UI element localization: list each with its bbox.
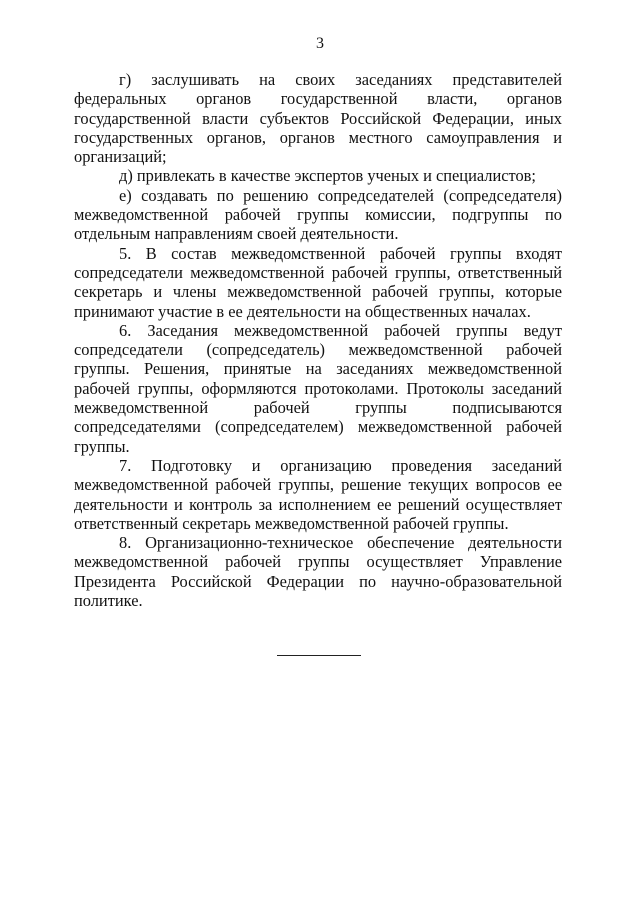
- paragraph-d: д) привлекать в качестве экспертов ученых и специалистов;: [119, 166, 536, 186]
- end-divider-line: [277, 655, 361, 656]
- document-body: [74, 70, 562, 610]
- paragraph-6: 6. Заседания межведомственной рабочей группы ведут сопредседатели (сопредседатель) межведомственной рабочей группы. Решения, принятые на заседаниях межведомственной рабочей группы, оформляются протоколами. Протоколы заседаний межведомственной рабочей группы подписываются сопредседателями (сопредседателем) межведомственной рабочей группы.: [74, 320, 562, 456]
- paragraph-e: е) создавать по решению сопредседателей (сопредседателя) межведомственной рабочей группы комиссии, подгруппы по отдельным направлениям своей деятельности.: [74, 185, 562, 244]
- paragraph-8: 8. Организационно-техническое обеспечение деятельности межведомственной рабочей группы осуществляет Управление Президента Российской Федерации по научно-образовательной политике.: [74, 533, 562, 611]
- page-number: 3: [316, 35, 324, 52]
- paragraph-7: 7. Подготовку и организацию проведения заседаний межведомственной рабочей группы, решение текущих вопросов ее деятельности и контроль за исполнением ее решений осуществляет ответственный секретарь межведомственной рабочей группы.: [74, 455, 562, 533]
- paragraph-5: 5. В состав межведомственной рабочей группы входят сопредседатели межведомственной рабочей группы, ответственный секретарь и члены межведомственной рабочей группы, которые принимают участие в ее деятельности на общественных началах.: [74, 243, 562, 321]
- paragraph-g: г) заслушивать на своих заседаниях представителей федеральных органов государственной власти, органов государственной власти субъектов Российской Федерации, иных государственных органов, органов местного самоуправления и организаций;: [74, 70, 562, 167]
